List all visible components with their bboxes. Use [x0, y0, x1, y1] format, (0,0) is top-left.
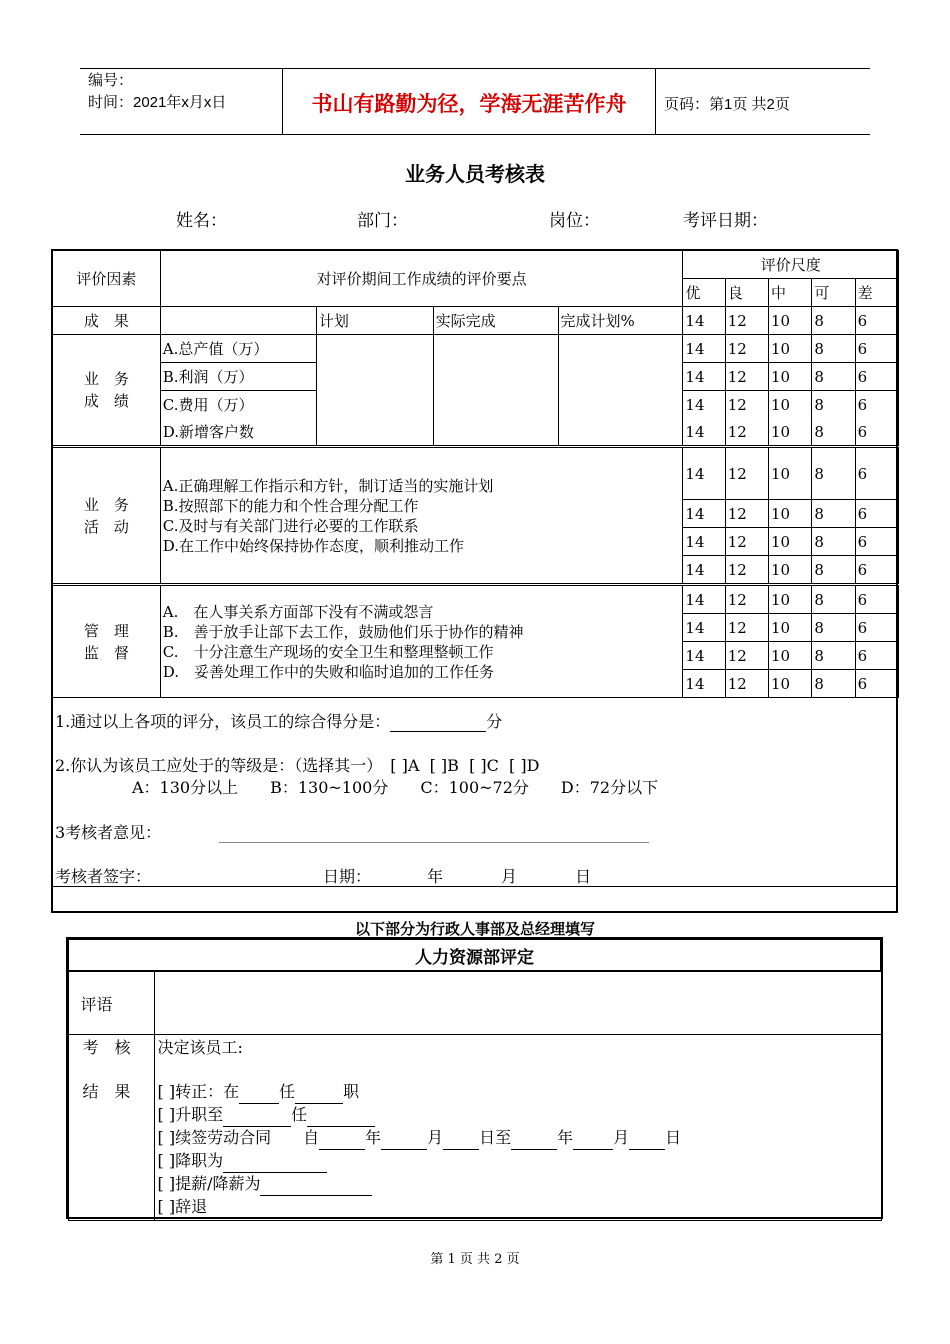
score-cell: 14	[683, 363, 725, 391]
score-cell: 6	[855, 642, 898, 670]
blank[interactable]	[260, 1173, 372, 1196]
option-demote-text: [ ]降职为	[157, 1151, 224, 1170]
score-cell: 12	[725, 585, 768, 614]
score-cell: 10	[769, 642, 812, 670]
score-cell: 14	[683, 418, 725, 447]
score-cell: 14	[683, 585, 725, 614]
blank[interactable]	[295, 1081, 343, 1104]
page-label: 页码：第1页 共2页	[664, 96, 790, 113]
score-cell: 8	[812, 614, 855, 642]
score-cell: 10	[769, 528, 812, 556]
manage-item-a: A. 在人事关系方面部下没有不满或怨言	[162, 602, 434, 621]
time-label: 时间：2021年x月x日	[88, 94, 227, 111]
results-pct: 完成计划%	[558, 307, 683, 335]
score-cell: 12	[725, 614, 768, 642]
score-cell: 8	[812, 528, 855, 556]
q3-line	[55, 820, 649, 843]
score-cell: 8	[812, 363, 855, 391]
year-text: 年	[427, 867, 444, 886]
perf-pct-cell	[558, 335, 683, 447]
score-cell: 10	[769, 670, 812, 698]
manage-item-c: C. 十分注意生产现场的安全卫生和整理整顿工作	[162, 642, 494, 661]
score-cell: 14	[683, 391, 725, 419]
dept-label: 部门：	[357, 211, 408, 231]
results-plan: 计划	[316, 307, 433, 335]
score-cell: 6	[855, 528, 898, 556]
opinion-blank[interactable]	[219, 823, 649, 843]
score-cell: 6	[855, 614, 898, 642]
day-text: 日	[575, 867, 592, 886]
grade-3: 可	[812, 279, 855, 307]
renew-year-2: 年	[557, 1128, 574, 1147]
option-renew-text: [ ]续签劳动合同 自	[157, 1128, 320, 1147]
hr-note: 以下部分为行政人事部及总经理填写	[354, 921, 595, 938]
hr-table	[67, 938, 882, 1221]
renew-year: 年	[365, 1128, 382, 1147]
manage-label: 管 理 监 督	[53, 585, 161, 698]
option-confirm[interactable]	[158, 1081, 878, 1104]
score-cell: 6	[855, 556, 898, 585]
score-cell: 10	[769, 391, 812, 419]
score-cell: 8	[812, 391, 855, 419]
date-text: 日期：	[323, 867, 372, 886]
perf-item-c: C.费用（万）	[160, 391, 316, 419]
score-cell: 6	[855, 585, 898, 614]
post-label: 岗位：	[549, 211, 600, 231]
activity-item-a: A.正确理解工作指示和方针，制订适当的实施计划	[162, 476, 494, 495]
results-blank	[160, 307, 316, 335]
score-cell: 14	[683, 335, 725, 363]
page-title: 业务人员考核表	[405, 164, 545, 186]
score-cell: 6	[855, 335, 898, 363]
score-cell: 8	[812, 585, 855, 614]
option-salary-text: [ ]提薪/降薪为	[157, 1174, 261, 1193]
month-blank[interactable]	[443, 867, 501, 887]
option-demote[interactable]	[158, 1150, 878, 1173]
score-cell: 10	[769, 556, 812, 585]
score-cell: 10	[769, 614, 812, 642]
q2-text: 2.你认为该员工应处于的等级是：（选择其一） [ ]A [ ]B [ ]C [ ]D	[55, 756, 540, 775]
score-cell: 6	[855, 363, 898, 391]
blank[interactable]	[573, 1127, 613, 1150]
option-promote-text-2: 任	[291, 1105, 308, 1124]
renew-month: 月	[427, 1128, 444, 1147]
score-cell: 14	[683, 528, 725, 556]
score-cell: 12	[725, 528, 768, 556]
score-cell: 14	[683, 556, 725, 585]
score-cell: 8	[812, 642, 855, 670]
score-cell: 14	[683, 500, 725, 528]
number-label: 编号：	[88, 72, 134, 89]
page-footer: 第 1 页 共 2 页	[430, 1252, 520, 1267]
score-cell: 8	[812, 500, 855, 528]
blank[interactable]	[443, 1127, 479, 1150]
header-left	[88, 70, 226, 114]
grade-0: 优	[683, 279, 725, 307]
decide-text: 决定该员工:	[157, 1038, 243, 1057]
results-label: 成 果	[53, 307, 161, 335]
perf-actual-cell	[433, 335, 558, 447]
q1-line	[55, 709, 502, 732]
score-cell: 12	[725, 307, 768, 335]
manage-item-b: B. 善于放手让部下去工作，鼓励他们乐于协作的精神	[162, 622, 524, 641]
col-points: 对评价期间工作成绩的评价要点	[160, 251, 683, 307]
renew-day-to: 日至	[479, 1128, 512, 1147]
evaluation-table	[52, 250, 899, 698]
manage-items	[160, 585, 683, 698]
score-cell: 6	[855, 391, 898, 419]
score-cell: 6	[855, 447, 898, 500]
activity-label: 业 务 活 动	[53, 447, 161, 585]
score-cell: 8	[812, 335, 855, 363]
score-cell: 8	[812, 670, 855, 698]
signer-blank[interactable]	[151, 867, 323, 887]
score-blank[interactable]	[390, 712, 486, 732]
option-confirm-text: [ ]转正：在	[157, 1082, 240, 1101]
score-cell: 10	[769, 585, 812, 614]
header-bottom-rule	[80, 134, 870, 135]
option-confirm-text-3: 职	[343, 1082, 360, 1101]
activity-item-d: D.在工作中始终保持协作态度，顺利推动工作	[162, 536, 465, 555]
option-confirm-text-2: 任	[279, 1082, 296, 1101]
q3-text: 3考核者意见：	[55, 823, 162, 842]
result-label	[68, 1035, 154, 1221]
blank[interactable]	[223, 1104, 291, 1127]
blank[interactable]	[511, 1127, 557, 1150]
activity-item-c: C.及时与有关部门进行必要的工作联系	[162, 516, 419, 535]
score-cell: 14	[683, 307, 725, 335]
score-cell: 12	[725, 447, 768, 500]
score-cell: 14	[683, 447, 725, 500]
summary-bottom-rule	[52, 886, 898, 887]
option-promote[interactable]	[158, 1104, 878, 1127]
perf-plan-cell	[316, 335, 433, 447]
score-cell: 12	[725, 556, 768, 585]
score-cell: 6	[855, 670, 898, 698]
score-cell: 6	[855, 307, 898, 335]
activity-item-b: B.按照部下的能力和个性合理分配工作	[162, 496, 419, 515]
grade-4: 差	[855, 279, 898, 307]
col-factor: 评价因素	[53, 251, 161, 307]
result-label-1: 考 核	[82, 1038, 131, 1057]
comment-field[interactable]	[154, 971, 881, 1035]
option-salary[interactable]	[158, 1173, 878, 1196]
results-actual: 实际完成	[433, 307, 558, 335]
header-divider-right	[655, 68, 656, 135]
score-cell: 10	[769, 335, 812, 363]
option-dismiss[interactable]: [ ]辞退	[157, 1197, 208, 1216]
perf-label: 业 务 成 绩	[53, 335, 161, 447]
header-top-rule	[80, 68, 870, 69]
blank[interactable]	[239, 1081, 279, 1104]
month-text: 月	[501, 867, 518, 886]
perf-item-a: A.总产值（万）	[160, 335, 316, 363]
day-blank[interactable]	[517, 867, 575, 887]
score-cell: 6	[855, 418, 898, 447]
levels-text: A：130分以上 B：130~100分 C：100~72分 D：72分以下	[132, 778, 659, 797]
score-cell: 6	[855, 500, 898, 528]
grade-2: 中	[769, 279, 812, 307]
blank[interactable]	[307, 1104, 375, 1127]
score-cell: 12	[725, 335, 768, 363]
score-cell: 8	[812, 307, 855, 335]
result-options	[154, 1035, 881, 1221]
score-cell: 14	[683, 642, 725, 670]
score-cell: 12	[725, 363, 768, 391]
motto: 书山有路勤为径，学海无涯苦作舟	[311, 93, 627, 116]
renew-month-2: 月	[613, 1128, 630, 1147]
score-cell: 10	[769, 307, 812, 335]
score-cell: 8	[812, 418, 855, 447]
option-promote-text: [ ]升职至	[157, 1105, 224, 1124]
score-cell: 14	[683, 670, 725, 698]
perf-item-d: D.新增客户数	[160, 418, 316, 447]
col-scale: 评价尺度	[683, 251, 899, 279]
score-cell: 12	[725, 418, 768, 447]
score-cell: 12	[725, 391, 768, 419]
score-cell: 10	[769, 363, 812, 391]
option-renew[interactable]	[158, 1127, 878, 1150]
signer-line	[55, 864, 591, 887]
blank[interactable]	[381, 1127, 427, 1150]
q1-text: 1.通过以上各项的评分，该员工的综合得分是：	[55, 712, 391, 731]
manage-item-d: D. 妥善处理工作中的失败和临时追加的工作任务	[162, 662, 495, 681]
name-label: 姓名：	[176, 211, 227, 231]
score-cell: 10	[769, 500, 812, 528]
score-cell: 10	[769, 418, 812, 447]
blank[interactable]	[223, 1150, 327, 1173]
q1-unit: 分	[486, 712, 503, 731]
year-blank[interactable]	[371, 867, 427, 887]
blank[interactable]	[629, 1127, 665, 1150]
score-cell: 12	[725, 642, 768, 670]
date-label: 考评日期：	[683, 211, 768, 231]
score-cell: 14	[683, 614, 725, 642]
comment-label: 评语	[68, 971, 154, 1035]
score-cell: 8	[812, 447, 855, 500]
renew-day-2: 日	[665, 1128, 682, 1147]
grade-1: 良	[725, 279, 768, 307]
score-cell: 12	[725, 670, 768, 698]
result-label-2: 结 果	[82, 1082, 131, 1101]
score-cell: 10	[769, 447, 812, 500]
blank[interactable]	[319, 1127, 365, 1150]
hr-title: 人力资源部评定	[68, 939, 881, 971]
score-cell: 8	[812, 556, 855, 585]
perf-item-b: B.利润（万）	[160, 363, 316, 391]
score-cell: 12	[725, 500, 768, 528]
activity-items	[160, 447, 683, 585]
signer-label: 考核者签字：	[55, 867, 152, 886]
